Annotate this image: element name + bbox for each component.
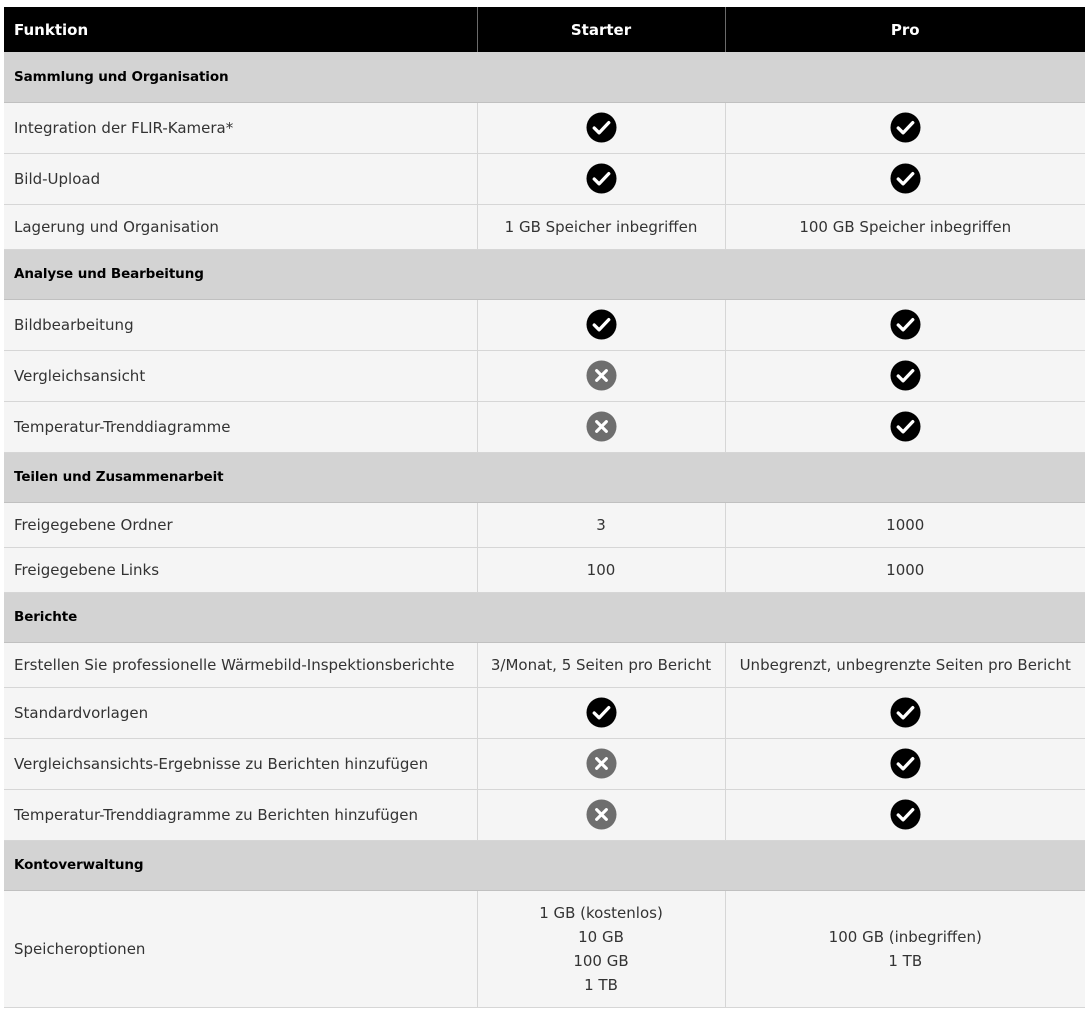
starter-value (477, 401, 725, 452)
header-feature: Funktion (4, 7, 477, 52)
pro-value (725, 204, 1085, 249)
check-circle-icon (586, 163, 617, 194)
starter-value (477, 204, 725, 249)
section-row (4, 52, 1085, 102)
header-starter: Starter (477, 7, 725, 52)
starter-value (477, 502, 725, 547)
starter-value-line: 10 GB (578, 927, 624, 946)
check-circle-icon (890, 360, 921, 391)
feature-name: Temperatur-Trenddiagramme (4, 401, 477, 452)
check-circle-icon (890, 799, 921, 830)
table-row (4, 890, 1085, 1007)
check-circle-icon (890, 163, 921, 194)
table-header (4, 7, 1085, 52)
table-row (4, 642, 1085, 687)
starter-value (477, 642, 725, 687)
check-circle-icon (890, 112, 921, 143)
starter-value-line: 3/Monat, 5 Seiten pro Bericht (490, 655, 712, 674)
pro-value (725, 299, 1085, 350)
starter-value (477, 687, 725, 738)
pro-value (725, 789, 1085, 840)
table-row (4, 350, 1085, 401)
table-row (4, 789, 1085, 840)
pro-value (725, 401, 1085, 452)
feature-name: Integration der FLIR-Kamera* (4, 102, 477, 153)
pro-value (725, 102, 1085, 153)
section-title: Sammlung und Organisation (4, 52, 1085, 102)
table-row (4, 738, 1085, 789)
section-row (4, 592, 1085, 642)
pro-value-line: 1000 (886, 515, 925, 534)
feature-name: Lagerung und Organisation (4, 204, 477, 249)
feature-name: Bildbearbeitung (4, 299, 477, 350)
starter-value (477, 299, 725, 350)
section-title: Kontoverwaltung (4, 840, 1085, 890)
pro-value (725, 502, 1085, 547)
pro-value-line: Unbegrenzt, unbegrenzte Seiten pro Bericht (739, 655, 1071, 674)
feature-name: Erstellen Sie professionelle Wärmebild-Inspektionsberichte (4, 642, 477, 687)
pro-value (725, 547, 1085, 592)
table-row (4, 102, 1085, 153)
check-circle-icon (890, 309, 921, 340)
pro-value (725, 687, 1085, 738)
table-row (4, 204, 1085, 249)
pro-value (725, 153, 1085, 204)
table-row (4, 687, 1085, 738)
cross-circle-icon (586, 360, 617, 391)
starter-value-line: 1 GB Speicher inbegriffen (504, 217, 698, 236)
check-circle-icon (890, 697, 921, 728)
section-row (4, 840, 1085, 890)
pro-value-line: 100 GB Speicher inbegriffen (799, 217, 1012, 236)
table-row (4, 547, 1085, 592)
section-row (4, 452, 1085, 502)
header-pro: Pro (725, 7, 1085, 52)
feature-name: Speicheroptionen (4, 890, 477, 1007)
starter-value-line: 100 (586, 560, 616, 579)
feature-name: Vergleichsansicht (4, 350, 477, 401)
pro-value-line: 1000 (886, 560, 925, 579)
check-circle-icon (890, 748, 921, 779)
table-row (4, 502, 1085, 547)
starter-value (477, 153, 725, 204)
starter-value (477, 789, 725, 840)
table-row (4, 401, 1085, 452)
starter-value (477, 102, 725, 153)
starter-value-line: 3 (596, 515, 606, 534)
starter-value-line: 1 TB (584, 975, 618, 994)
starter-value-line: 1 GB (kostenlos) (539, 903, 663, 922)
starter-value (477, 350, 725, 401)
feature-name: Freigegebene Ordner (4, 502, 477, 547)
section-row (4, 249, 1085, 299)
comparison-table-wrapper (4, 7, 1085, 1008)
starter-value (477, 890, 725, 1007)
section-title: Berichte (4, 592, 1085, 642)
starter-value-line: 100 GB (573, 951, 629, 970)
check-circle-icon (586, 697, 617, 728)
feature-name: Bild-Upload (4, 153, 477, 204)
check-circle-icon (890, 411, 921, 442)
pro-value (725, 738, 1085, 789)
cross-circle-icon (586, 748, 617, 779)
table-body (4, 52, 1085, 1007)
starter-value (477, 547, 725, 592)
starter-value (477, 738, 725, 789)
section-title: Analyse und Bearbeitung (4, 249, 1085, 299)
cross-circle-icon (586, 799, 617, 830)
pro-value (725, 890, 1085, 1007)
pro-value-line: 100 GB (inbegriffen) (828, 927, 982, 946)
feature-name: Vergleichsansichts-Ergebnisse zu Berichten hinzufügen (4, 738, 477, 789)
pro-value (725, 350, 1085, 401)
table-row (4, 153, 1085, 204)
table-row (4, 299, 1085, 350)
feature-name: Standardvorlagen (4, 687, 477, 738)
pro-value-line: 1 TB (888, 951, 923, 970)
pro-value (725, 642, 1085, 687)
feature-name: Temperatur-Trenddiagramme zu Berichten hinzufügen (4, 789, 477, 840)
feature-name: Freigegebene Links (4, 547, 477, 592)
feature-comparison-table (4, 7, 1085, 1008)
cross-circle-icon (586, 411, 617, 442)
check-circle-icon (586, 112, 617, 143)
check-circle-icon (586, 309, 617, 340)
section-title: Teilen und Zusammenarbeit (4, 452, 1085, 502)
